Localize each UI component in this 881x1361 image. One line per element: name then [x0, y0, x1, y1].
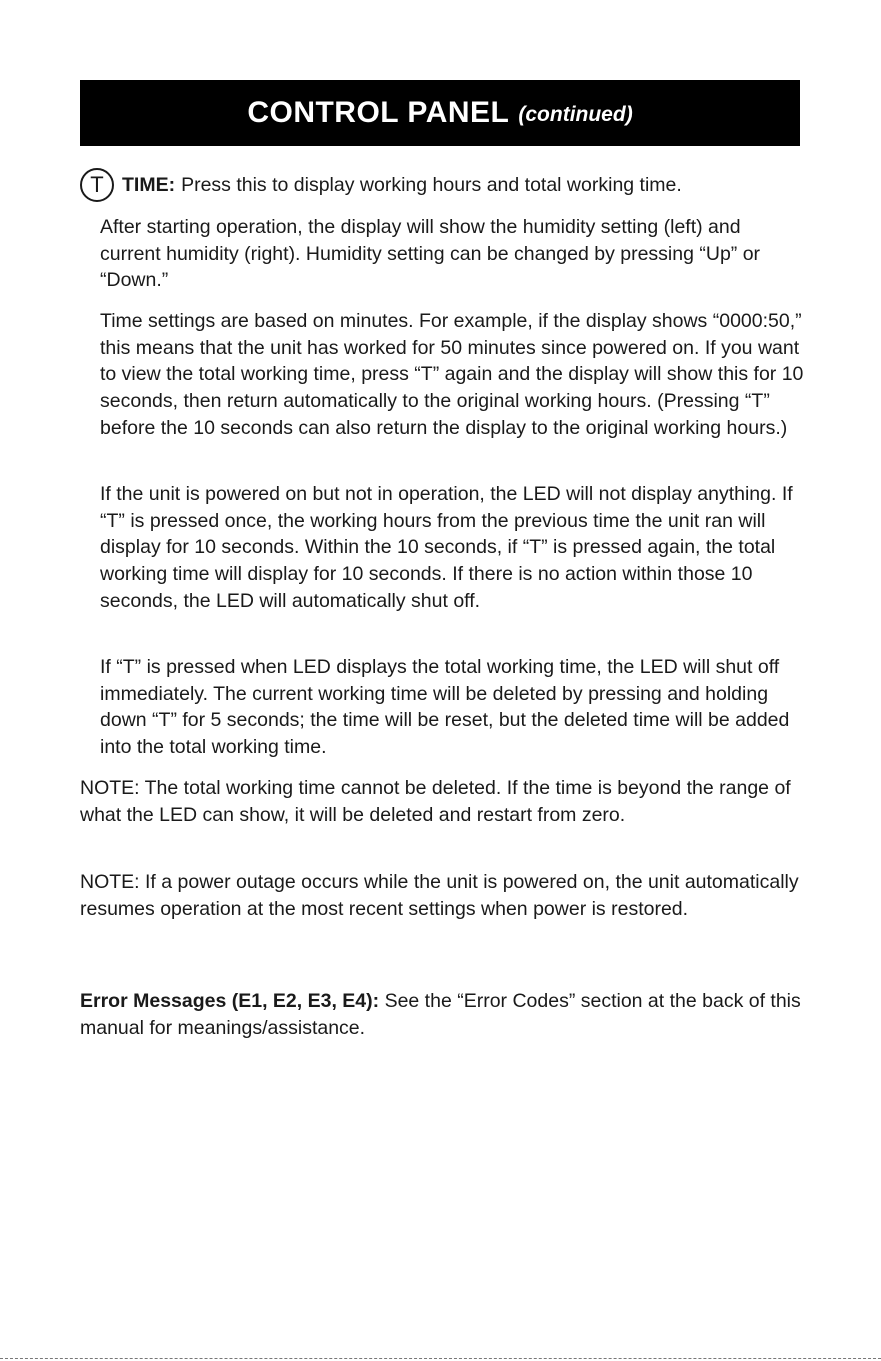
paragraph-powered-not-operating: If the unit is powered on but not in operation, the LED will not display anything. If “T” is pressed once, the working hours from the previous time the unit ran will display for 10 seconds. Within the 10 seconds, if “T” is pressed again, the total working time will display for 10 seconds. If there is no action within those 10 seconds, the LED will automatically shut off.: [100, 483, 793, 612]
note-power-outage: NOTE: If a power outage occurs while the unit is powered on, the unit automatically resumes operation at the most recent settings when power is restored.: [80, 871, 799, 920]
paragraph-humidity-display: After starting operation, the display will show the humidity setting (left) and current humidity (right). Humidity setting can be changed by pressing “Up” or “Down.”: [100, 216, 761, 292]
paragraph-time-settings: Time settings are based on minutes. For example, if the display shows “0000:50,” this means that the unit has worked for 50 minutes since powered on. If you want to view the total working time, press “T” again and the display will show this for 10 seconds, then return automatically to the original working hours. (Pressing “T” before the 10 seconds can also return the display to the original working hours.): [100, 310, 804, 439]
time-heading: [80, 168, 810, 202]
error-messages-label: Error Messages (E1, E2, E3, E4):: [80, 990, 380, 1012]
note-total-time: NOTE: The total working time cannot be deleted. If the time is beyond the range of what the LED can show, it will be deleted and restart from zero.: [80, 777, 791, 826]
page-bottom-divider: [0, 1358, 881, 1359]
time-label: TIME:: [122, 173, 176, 196]
section-header-banner: [80, 80, 800, 146]
error-messages-paragraph: [80, 988, 805, 1041]
time-intro-text: Press this to display working hours and total working time.: [181, 173, 682, 196]
paragraph-led-shutoff: If “T” is pressed when LED displays the total working time, the LED will shut off immediately. The current working time will be deleted by pressing and holding down “T” for 5 seconds; the time will be reset, but the deleted time will be added into the total working time.: [100, 656, 790, 759]
section-title: CONTROL PANEL: [247, 96, 510, 129]
error-messages-text: See the “Error Codes” section at the back of this manual for meanings/assistance.: [80, 990, 801, 1039]
section-subtitle: (continued): [518, 103, 633, 126]
time-button-icon: T: [80, 168, 114, 202]
